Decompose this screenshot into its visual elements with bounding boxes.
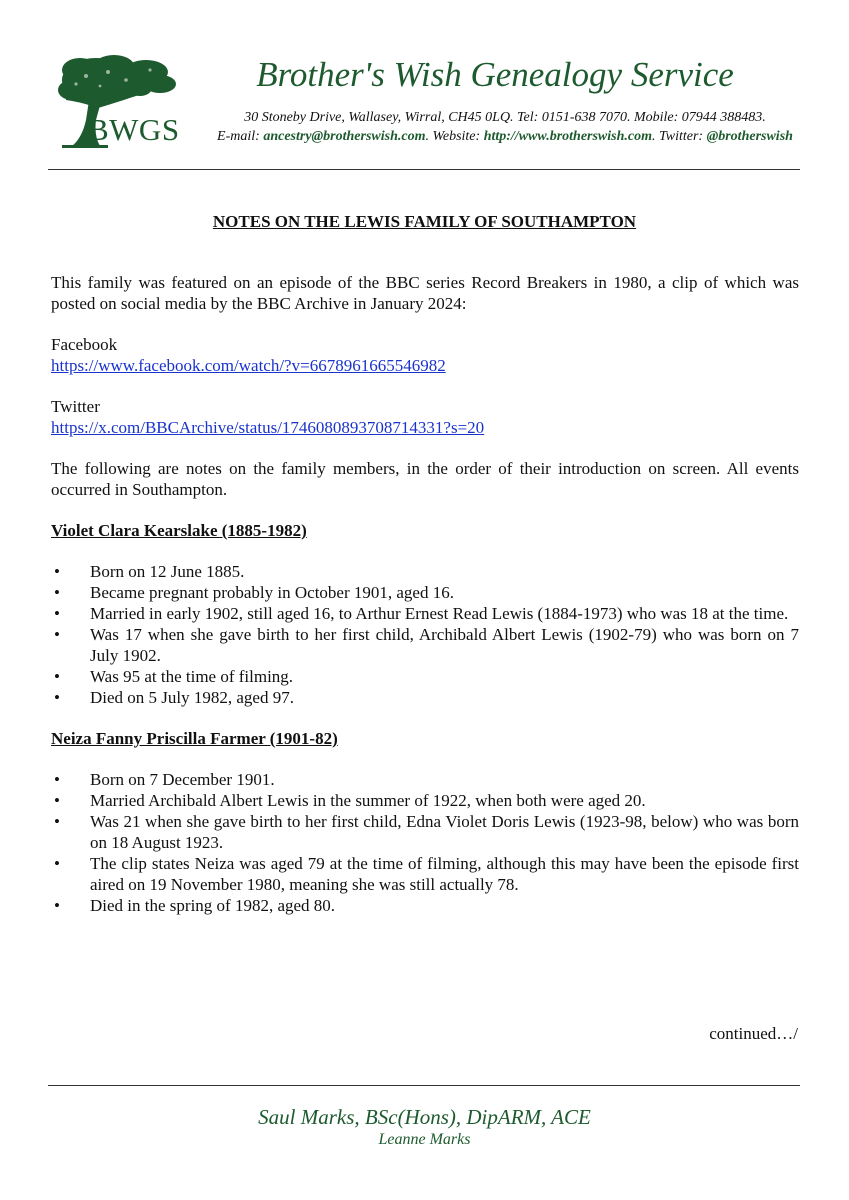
bullet-icon: • bbox=[54, 812, 60, 831]
address-line: 30 Stoneby Drive, Wallasey, Wirral, CH45 0LQ. Tel: 0151-638 7070. Mobile: 07944 388483. bbox=[244, 110, 766, 125]
twitter-label: . Twitter: bbox=[652, 129, 704, 144]
email-label: E-mail: bbox=[217, 129, 260, 144]
bullet-list-neiza bbox=[51, 769, 799, 916]
list-item: • Was 21 when she gave birth to her first child, Edna Violet Doris Lewis (1923-98, below) who was born on 18 August 1923. bbox=[54, 812, 799, 852]
list-item: • Born on 7 December 1901. bbox=[54, 770, 275, 789]
intro-paragraph: This family was featured on an episode of the BBC series Record Breakers in 1980, a clip of which was posted on social media by the BBC Archive in January 2024: bbox=[51, 273, 799, 313]
document-title: NOTES ON THE LEWIS FAMILY OF SOUTHAMPTON bbox=[212, 212, 637, 231]
website-link[interactable]: http://www.brotherswish.com bbox=[483, 129, 652, 144]
section-heading-neiza: Neiza Fanny Priscilla Farmer (1901-82) bbox=[51, 729, 338, 748]
twitter-handle[interactable]: @brotherswish bbox=[706, 129, 793, 144]
company-name: Brother's Wish Genealogy Service bbox=[256, 55, 734, 94]
list-item: • Was 95 at the time of filming. bbox=[54, 667, 294, 686]
bullet-icon: • bbox=[54, 583, 60, 602]
bullet-icon: • bbox=[54, 604, 60, 623]
list-item: • Married in early 1902, still aged 16, to Arthur Ernest Read Lewis (1884-1973) who was 18 at the time. bbox=[54, 604, 789, 623]
notes-intro-paragraph: The following are notes on the family members, in the order of their introduction on screen. All events occurred in Southampton. bbox=[51, 459, 799, 499]
twitter-label: Twitter bbox=[51, 397, 100, 416]
list-item: • Born on 12 June 1885. bbox=[54, 562, 245, 581]
bullet-icon: • bbox=[54, 854, 60, 873]
facebook-link[interactable]: https://www.facebook.com/watch/?v=6678961665546982 bbox=[51, 356, 446, 375]
list-item: • Died on 5 July 1982, aged 97. bbox=[54, 688, 294, 707]
bullet-icon: • bbox=[54, 770, 60, 789]
bullet-icon: • bbox=[54, 688, 60, 707]
website-label: . Website: bbox=[425, 129, 481, 144]
bullet-icon: • bbox=[54, 896, 60, 915]
logo-text: BWGS bbox=[88, 112, 180, 147]
facebook-label: Facebook bbox=[51, 335, 118, 354]
section-heading-violet: Violet Clara Kearslake (1885-1982) bbox=[51, 521, 307, 540]
bullet-icon: • bbox=[54, 625, 60, 644]
letterhead bbox=[0, 0, 849, 170]
contact-line bbox=[190, 129, 820, 145]
header-divider bbox=[48, 169, 800, 170]
bullet-list-violet bbox=[51, 561, 799, 708]
list-item: • Became pregnant probably in October 1901, aged 16. bbox=[54, 583, 454, 602]
list-item: • Died in the spring of 1982, aged 80. bbox=[54, 896, 336, 915]
continued-note: continued…/ bbox=[709, 1024, 798, 1043]
signature-saul-marks: Saul Marks, BSc(Hons), DipARM, ACE bbox=[258, 1105, 591, 1129]
document-body bbox=[51, 272, 799, 936]
bullet-icon: • bbox=[54, 562, 60, 581]
list-item: • The clip states Neiza was aged 79 at the time of filming, although this may have been the episode first aired on 19 November 1980, meaning she was still actually 78. bbox=[54, 854, 799, 894]
signature-leanne-marks: Leanne Marks bbox=[378, 1131, 471, 1148]
twitter-link[interactable]: https://x.com/BBCArchive/status/1746080893708714331?s=20 bbox=[51, 418, 485, 437]
list-item: • Was 17 when she gave birth to her first child, Archibald Albert Lewis (1902-79) who was born on 7 July 1902. bbox=[54, 625, 799, 665]
bullet-icon: • bbox=[54, 667, 60, 686]
list-item: • Married Archibald Albert Lewis in the summer of 1922, when both were aged 20. bbox=[54, 791, 646, 810]
footer-divider bbox=[48, 1085, 800, 1086]
bullet-icon: • bbox=[54, 791, 60, 810]
email-address[interactable]: ancestry@brotherswish.com bbox=[263, 129, 426, 144]
